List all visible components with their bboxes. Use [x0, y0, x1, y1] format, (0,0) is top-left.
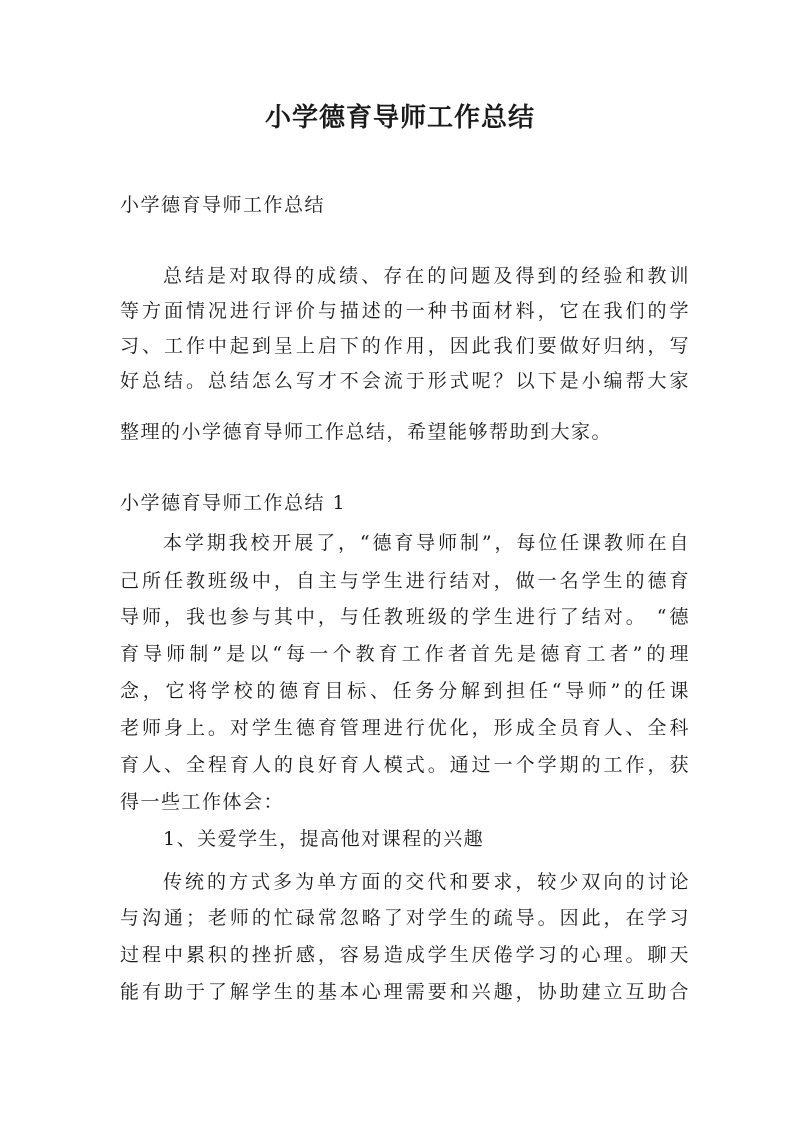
document-title: 小学德育导师工作总结	[264, 103, 535, 133]
body-line: 育导师制”是以“每一个教育工作者首先是德育工者”的理	[120, 643, 690, 665]
intro-line: 总结是对取得的成绩、存在的问题及得到的经验和教训	[163, 265, 690, 287]
body-line: 老师身上。对学生德育管理进行优化，形成全员育人、全科	[120, 717, 690, 739]
point-line: 传统的方式多为单方面的交代和要求，较少双向的讨论	[163, 871, 690, 893]
intro-line: 习、工作中起到呈上启下的作用，因此我们要做好归纳，写	[120, 335, 690, 357]
body-line: 念，它将学校的德育目标、任务分解到担任“导师”的任课	[120, 680, 690, 702]
intro-line: 好总结。总结怎么写才不会流于形式呢？以下是小编帮大家	[120, 370, 690, 392]
section-heading: 小学德育导师工作总结 1	[120, 492, 347, 514]
body-line: 导师，我也参与其中，与任教班级的学生进行了结对。 “德	[120, 606, 690, 628]
intro-line: 等方面情况进行评价与描述的一种书面材料，它在我们的学	[120, 300, 690, 322]
point-line: 与沟通；老师的忙碌常忽略了对学生的疏导。因此，在学习	[120, 907, 690, 929]
document-subtitle: 小学德育导师工作总结	[120, 194, 326, 216]
intro-line: 整理的小学德育导师工作总结，希望能够帮助到大家。	[120, 421, 613, 443]
point-line: 过程中累积的挫折感，容易造成学生厌倦学习的心理。聊天	[120, 944, 690, 966]
point-heading: 1、关爱学生，提高他对课程的兴趣	[163, 828, 485, 850]
point-line: 能有助于了解学生的基本心理需要和兴趣，协助建立互助合	[120, 981, 690, 1003]
body-line: 本学期我校开展了，“德育导师制”，每位任课教师在自	[163, 532, 690, 554]
body-line: 育人、全程育人的良好育人模式。通过一个学期的工作，获	[120, 754, 690, 776]
body-line: 己所任教班级中，自主与学生进行结对，做一名学生的德育	[120, 570, 690, 592]
body-line: 得一些工作体会：	[120, 791, 285, 813]
